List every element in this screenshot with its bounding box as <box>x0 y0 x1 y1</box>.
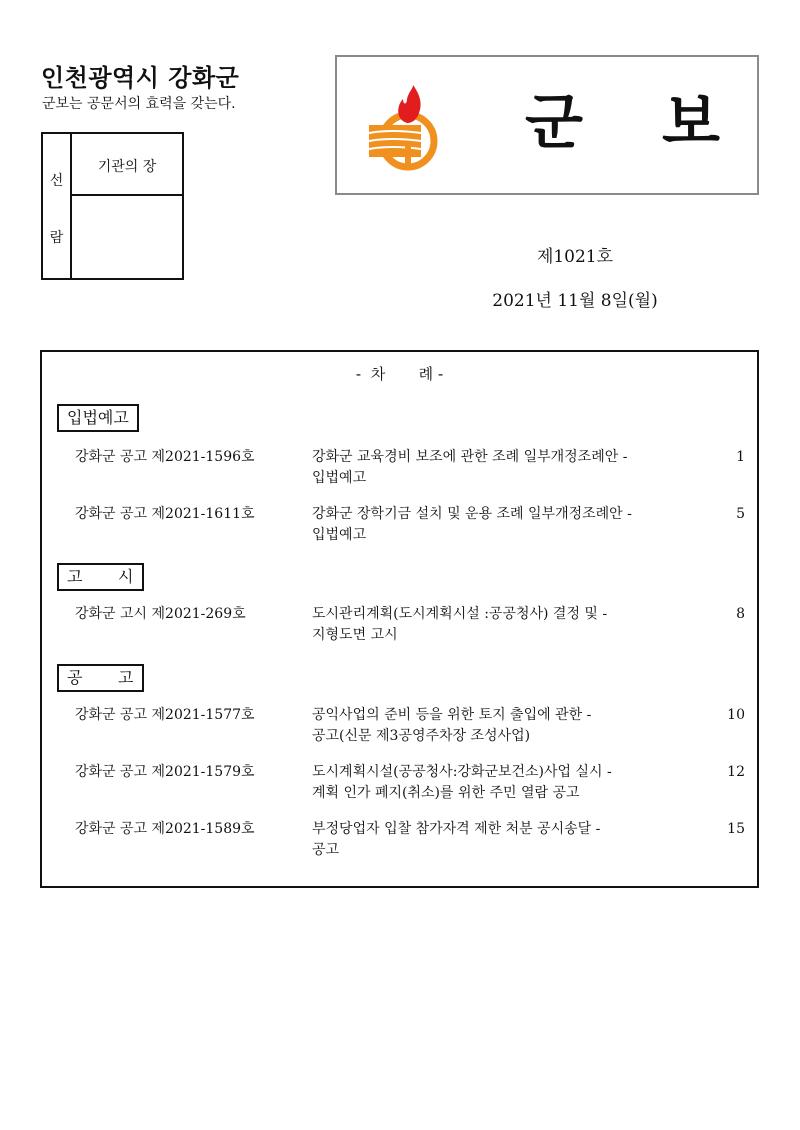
entry-page: 12 <box>727 764 745 780</box>
entry-ref: 강화군 공고 제2021-1611호 <box>75 506 255 522</box>
masthead <box>335 55 759 195</box>
entry-page: 5 <box>736 506 745 522</box>
entry-title-line-2: 지형도면 고시 <box>312 627 398 643</box>
entry-title <box>312 447 717 489</box>
entry-title-line-2: 계획 인가 폐지(취소)를 위한 주민 열람 공고 <box>312 785 580 801</box>
masthead-title-char-1: 군 <box>525 88 583 158</box>
issue-number: 제1021호 <box>536 247 614 267</box>
section-label-announcement: 공 고 <box>57 664 144 692</box>
entry-page: 10 <box>727 707 745 723</box>
table-of-contents <box>40 350 759 888</box>
review-head-label: 기관의 장 <box>72 134 182 196</box>
entry-title-line-2: 공고(신문 제3공영주차장 조성사업) <box>312 728 531 744</box>
entry-title-line-2: 공고 <box>312 842 340 858</box>
entry-page: 8 <box>736 606 745 622</box>
section-label-public-notice: 고 시 <box>57 563 144 591</box>
entry-title-line-1: 도시계획시설(공공청사:강화군보건소)사업 실시 - <box>312 764 612 780</box>
entry-title <box>312 504 717 546</box>
entry-title <box>312 604 717 646</box>
section-label-legislative-notice: 입법예고 <box>57 404 139 432</box>
review-side-label <box>43 134 72 278</box>
entry-title <box>312 762 717 804</box>
county-emblem-icon <box>361 83 451 173</box>
entry-ref: 강화군 고시 제2021-269호 <box>75 606 246 622</box>
entry-title-line-2: 입법예고 <box>312 470 367 486</box>
entry-title <box>312 705 717 747</box>
entry-page: 1 <box>736 449 745 465</box>
entry-ref: 강화군 공고 제2021-1589호 <box>75 821 255 837</box>
entry-title-line-1: 부정당업자 입찰 참가자격 제한 처분 공시송달 - <box>312 821 601 837</box>
entry-ref: 강화군 공고 제2021-1596호 <box>75 449 255 465</box>
entry-title-line-1: 강화군 장학기금 설치 및 운용 조례 일부개정조례안 - <box>312 506 632 522</box>
entry-ref: 강화군 공고 제2021-1577호 <box>75 707 255 723</box>
review-side-char-1: 선 <box>49 173 64 189</box>
review-stamp-box <box>41 132 184 280</box>
entry-title-line-1: 공익사업의 준비 등을 위한 토지 출입에 관한 - <box>312 707 592 723</box>
issue-date: 2021년 11월 8일(월) <box>492 291 658 311</box>
org-subtitle: 군보는 공문서의 효력을 갖는다. <box>42 96 236 112</box>
entry-title <box>312 819 717 861</box>
org-title: 인천광역시 강화군 <box>41 64 240 92</box>
entry-title-line-1: 도시관리계획(도시계획시설 :공공청사) 결정 및 - <box>312 606 608 622</box>
entry-page: 15 <box>727 821 745 837</box>
entry-title-line-2: 입법예고 <box>312 527 367 543</box>
review-side-char-2: 람 <box>49 230 64 246</box>
masthead-title-char-2: 보 <box>662 88 720 158</box>
entry-title-line-1: 강화군 교육경비 보조에 관한 조례 일부개정조례안 - <box>312 449 628 465</box>
toc-title: - 차 례 - <box>355 365 444 383</box>
entry-ref: 강화군 공고 제2021-1579호 <box>75 764 255 780</box>
